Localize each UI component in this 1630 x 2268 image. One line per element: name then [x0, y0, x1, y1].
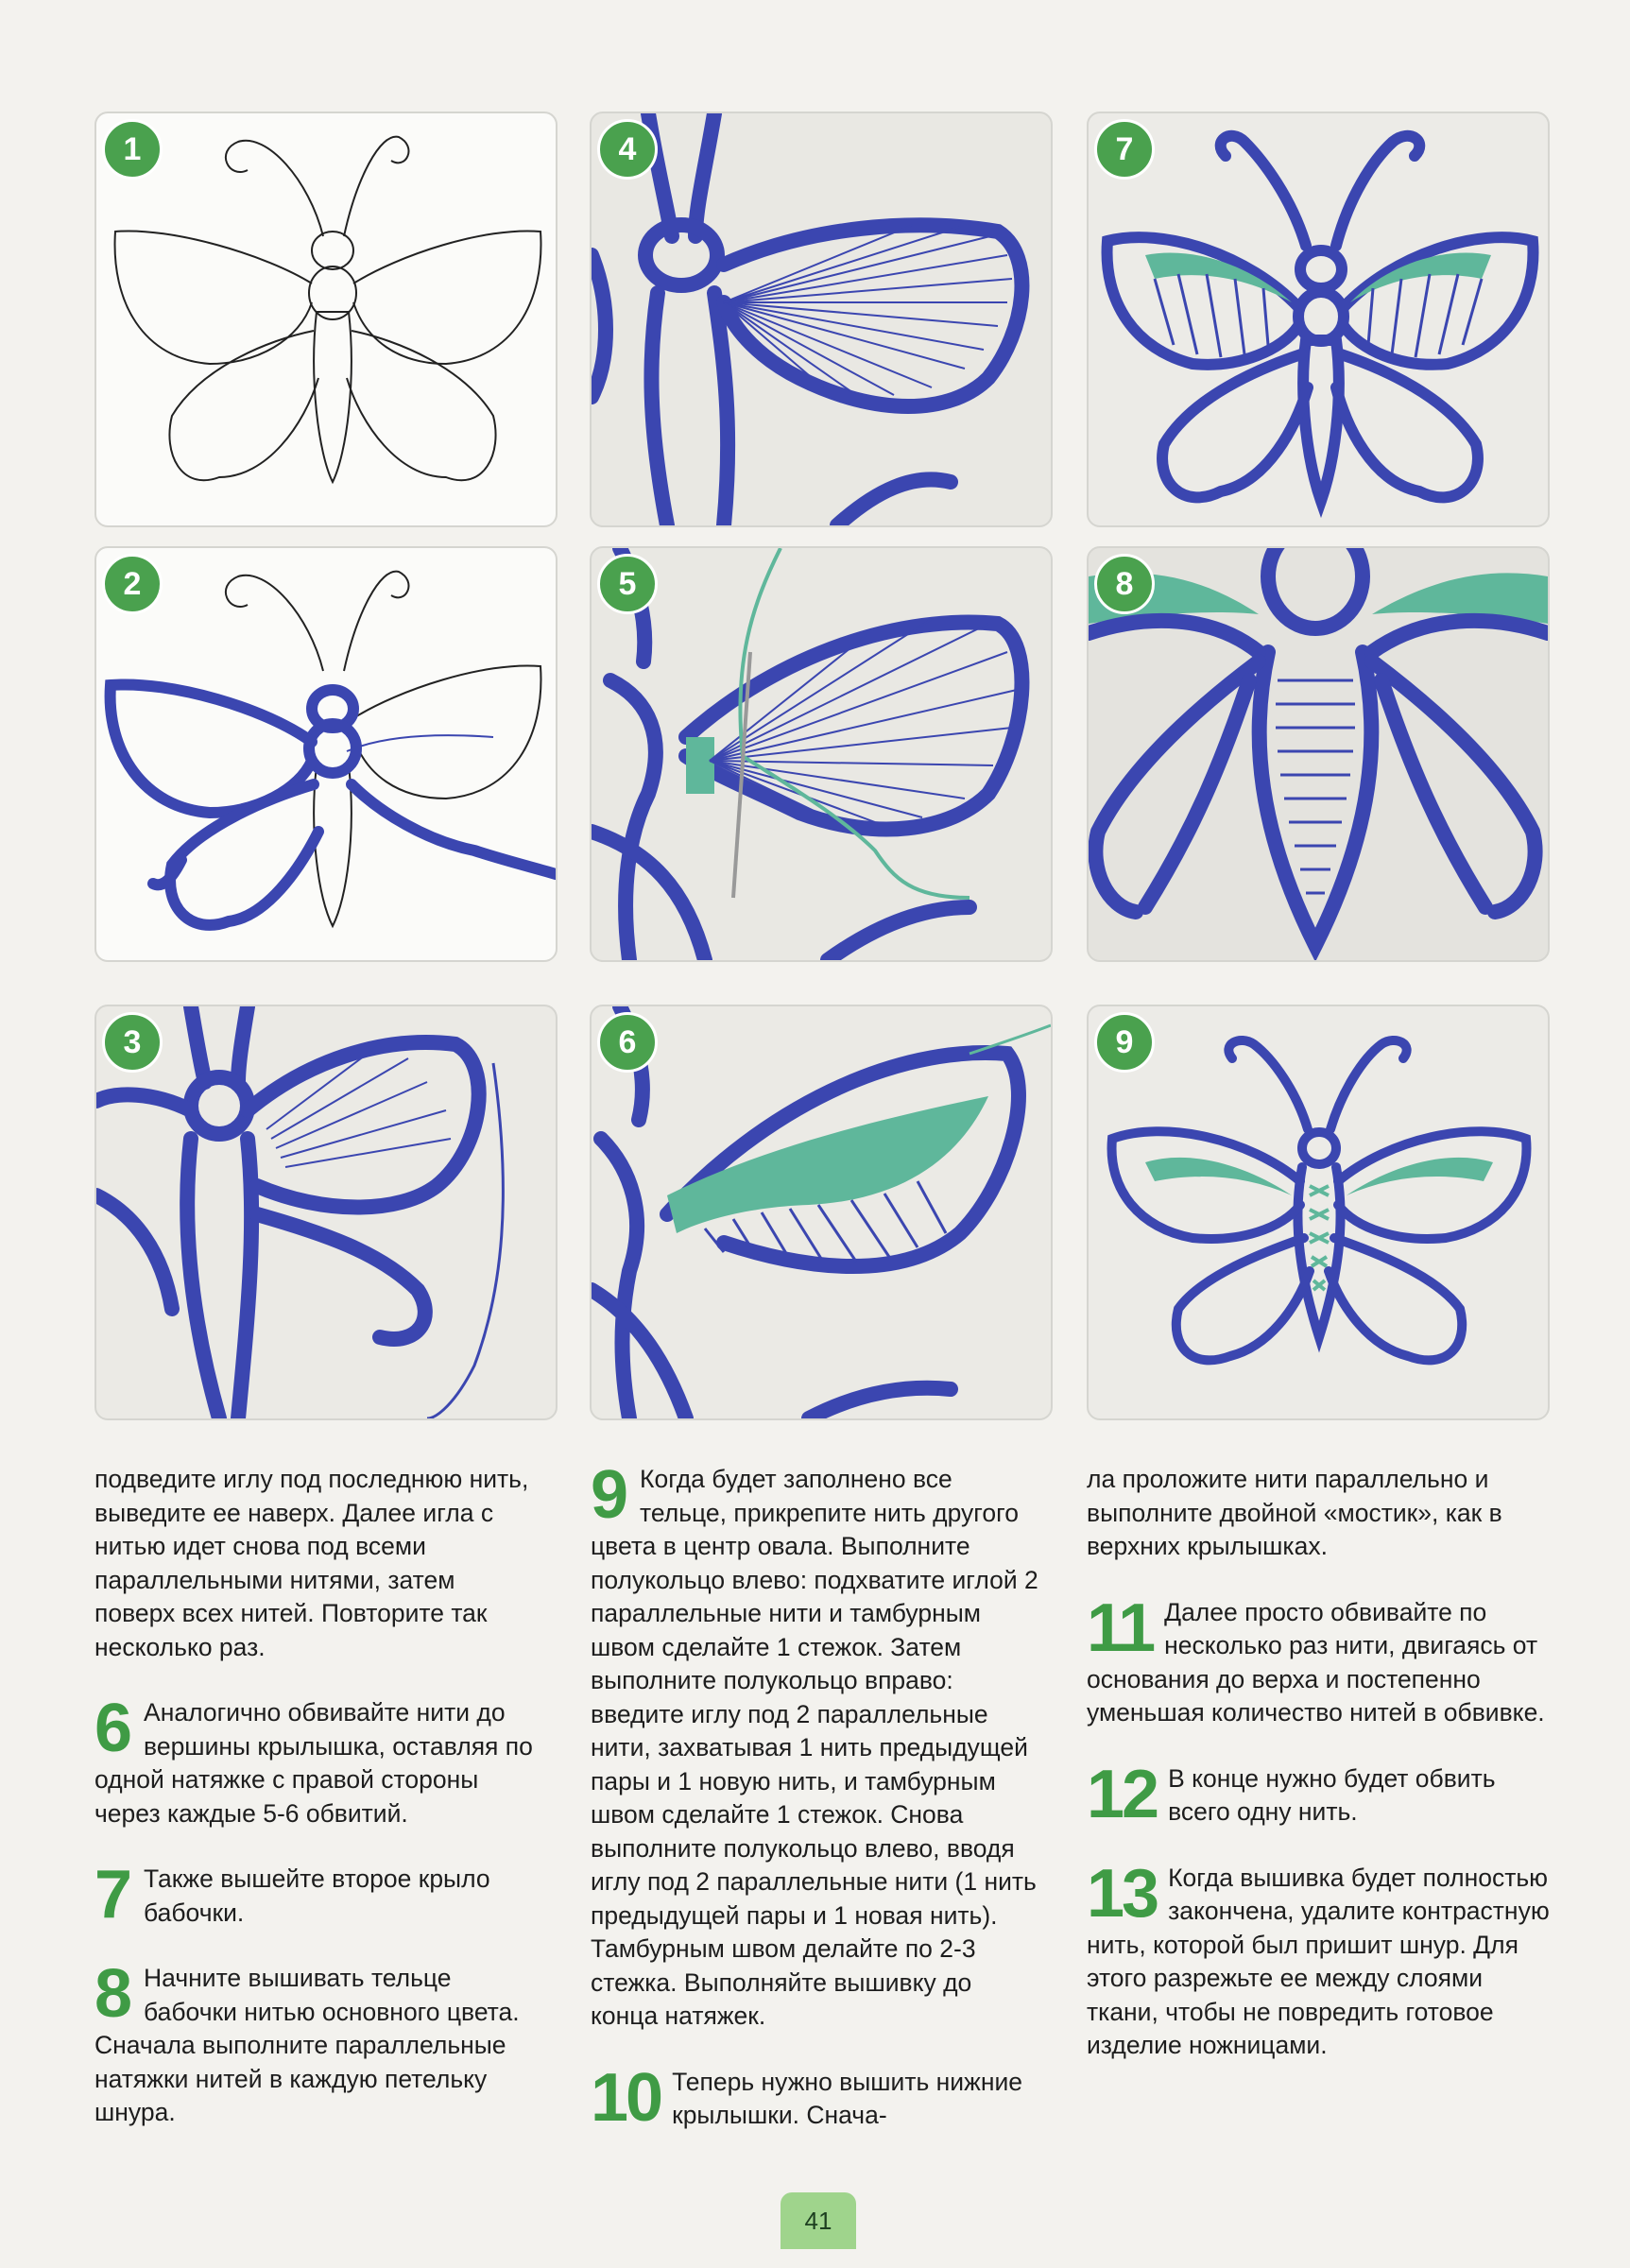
step-panel-8: [1087, 546, 1550, 962]
step-paragraph-11: [1087, 1589, 1550, 1730]
step-paragraph-13: [1087, 1855, 1550, 2063]
step-paragraph-7: [94, 1857, 539, 1933]
step-photo-grid: [94, 112, 1546, 1425]
instructions-text: [0, 1457, 1630, 2162]
step-text: Теперь нужно вышить нижние крылышки. Снача-: [672, 2067, 1023, 2129]
cord-stitched-on-drawing-photo: [96, 548, 556, 960]
continuation-text: ла проложите нити параллельно и выполните двойной «мостик», как в верхних крылышках.: [1087, 1465, 1502, 1560]
step-panel-7: [1087, 112, 1550, 527]
step-paragraph-10: [591, 2059, 1044, 2136]
step-badge: 4: [597, 119, 658, 180]
step-badge: 1: [102, 119, 163, 180]
step-text: В конце нужно будет обвить всего одну нить.: [1168, 1763, 1496, 1826]
step-panel-1: [94, 112, 558, 527]
step-badge: 5: [597, 554, 658, 614]
text-column-1: [94, 1463, 539, 2162]
step-paragraph-8: [94, 1956, 539, 2130]
text-column-3: [1087, 1463, 1550, 2095]
step-text: Далее просто обвивайте по несколько раз нити, двигаясь от основания до верха и постепенно уменьшая количество нитей в обвивке.: [1087, 1597, 1545, 1727]
body-parallel-threads-photo: [1089, 548, 1548, 960]
step-number: 6: [94, 1691, 133, 1766]
step-text: Начните вышивать тельце бабочки нитью основного цвета. Сначала выполните параллельные натяжки нитей в каждую петельку шнура.: [94, 1964, 520, 2126]
text-column-2: [591, 1457, 1044, 2165]
step-badge: 8: [1094, 554, 1155, 614]
page-number: 41: [781, 2192, 856, 2249]
step-panel-6: [590, 1005, 1053, 1420]
step-number: 11: [1087, 1589, 1154, 1666]
step-number: 12: [1087, 1756, 1158, 1832]
butterfly-outline-drawing: [96, 113, 556, 525]
step-paragraph-12: [1087, 1756, 1550, 1832]
step-badge: 7: [1094, 119, 1155, 180]
step-text: Аналогично обвивайте нити до вершины крылышка, оставляя по одной натяжке с правой стороны через каждые 5-6 обвитий.: [94, 1698, 533, 1828]
step-panel-4: [590, 112, 1053, 527]
step-badge: 2: [102, 554, 163, 614]
step-text: Когда будет заполнено все тельце, прикрепите нить другого цвета в центр овала. Выполните полукольцо влево: подхватите иглой 2 параллельные нити и тамбурным швом сделайте 1 стежок. Затем выполните полукольцо вправо: введите иглу под 2 параллельные нити, захватывая 1 нить предыдущей пары и 1 новую нить, и тамбурным швом сделайте 1 стежок. Снова выполните полукольцо влево, вводя иглу под 2 параллельные нити (1 нить предыдущей пары и 1 новая нить). Тамбурным швом делайте по 2-3 стежка. Выполняйте вышивку до конца натяжек.: [591, 1465, 1038, 2030]
needle-wrapping-threads-photo: [592, 548, 1051, 960]
wing-with-parallel-threads-photo: [592, 113, 1051, 525]
step-number: 13: [1087, 1855, 1158, 1932]
step-badge: 3: [102, 1012, 163, 1073]
step-text: Также вышейте второе крыло бабочки.: [144, 1864, 490, 1927]
step-panel-5: [590, 546, 1053, 962]
step-number: 7: [94, 1857, 133, 1933]
step-panel-9: [1087, 1005, 1550, 1420]
parallel-threads-wing-photo: [96, 1006, 556, 1418]
step-number: 9: [591, 1457, 629, 1533]
continuation-text: подведите иглу под последнюю нить, выведите ее наверх. Далее игла с нитью идет снова под всеми параллельными нитями, затем поверх всех нитей. Повторите так несколько раз.: [94, 1465, 529, 1661]
step-number: 8: [94, 1956, 133, 2032]
step-number: 10: [591, 2059, 661, 2136]
step-badge: 6: [597, 1012, 658, 1073]
finished-butterfly-photo: [1089, 1006, 1548, 1418]
wing-wrapped-to-top-photo: [592, 1006, 1051, 1418]
butterfly-upper-wings-embroidered-photo: [1089, 113, 1548, 525]
step-paragraph-6: [94, 1691, 539, 1830]
step-text: Когда вышивка будет полностью закончена, удалите контрастную нить, которой был пришит шнур. Для этого разрежьте ее между слоями ткани, чтобы не повредить готовое изделие ножницами.: [1087, 1863, 1550, 2059]
step-panel-2: [94, 546, 558, 962]
step-panel-3: [94, 1005, 558, 1420]
step-badge: 9: [1094, 1012, 1155, 1073]
step-paragraph-9: [591, 1457, 1044, 2034]
